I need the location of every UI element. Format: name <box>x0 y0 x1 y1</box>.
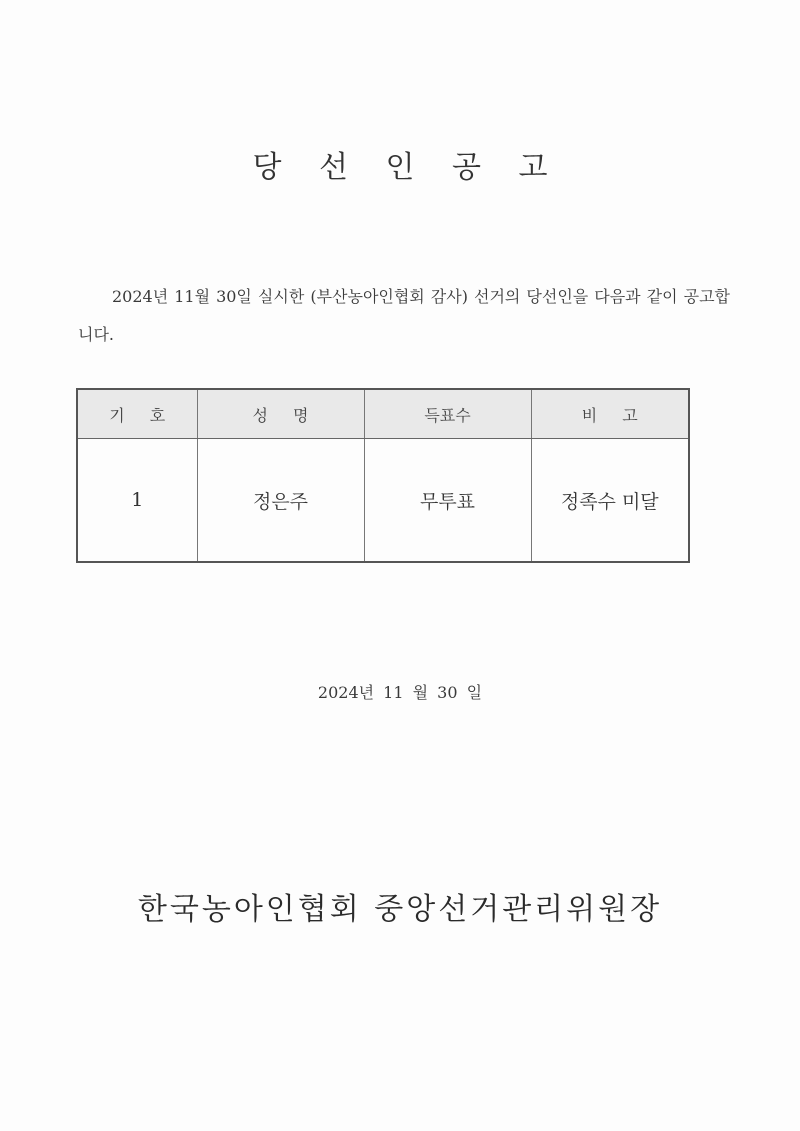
table-row <box>77 439 689 563</box>
cell-number: 1 <box>77 439 197 563</box>
issuer-signature: 한국농아인협회 중앙선거관리위원장 <box>137 892 663 927</box>
table-header-row <box>77 389 689 439</box>
announcement-text: 2024년 11월 30일 실시한 (부산농아인협회 감사) 선거의 당선인을 다음과 같이 공고합니다. <box>78 287 730 344</box>
header-name: 성 명 <box>197 389 364 439</box>
cell-votes: 무투표 <box>364 439 531 563</box>
header-number: 기 호 <box>77 389 197 439</box>
header-remarks: 비 고 <box>531 389 689 439</box>
cell-name: 정은주 <box>197 439 364 563</box>
cell-remarks: 정족수 미달 <box>531 439 689 563</box>
announcement-date: 2024년 11 월 30 일 <box>317 683 483 702</box>
results-table <box>76 388 690 563</box>
header-votes: 득표수 <box>364 389 531 439</box>
page-title: 당 선 인 공 고 <box>252 150 562 185</box>
announcement-body <box>78 278 730 354</box>
